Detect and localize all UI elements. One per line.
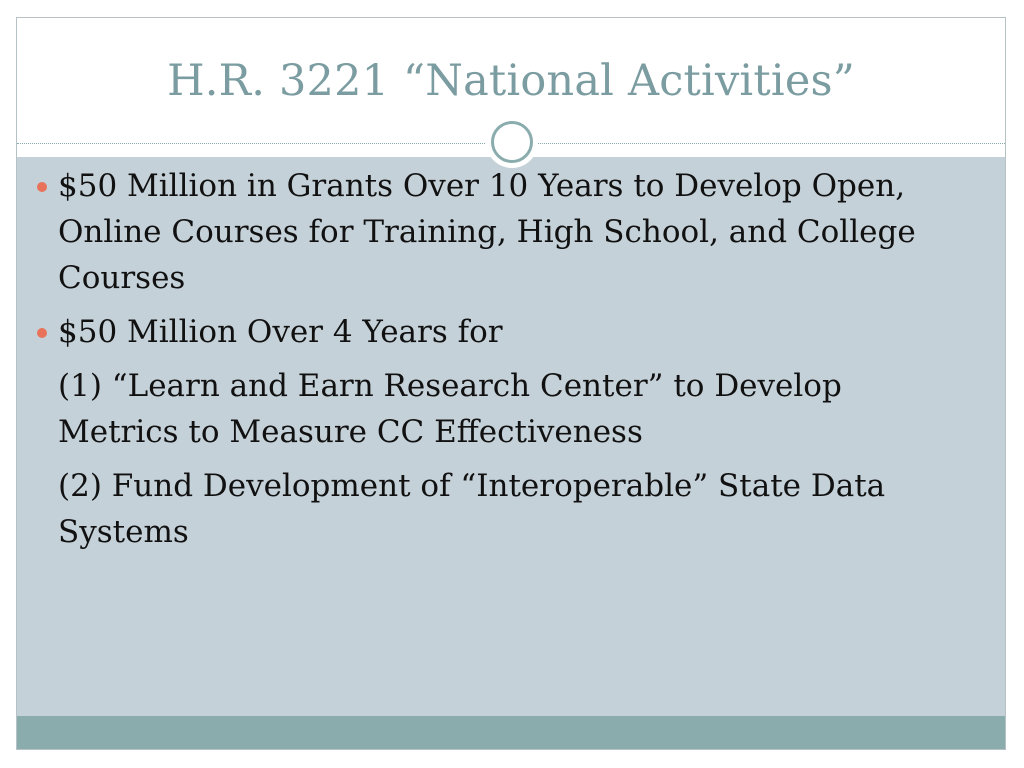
bullet-dot-icon: [37, 328, 47, 338]
bullet-item: [58, 309, 968, 355]
bullet-text: $50 Million in Grants Over 10 Years to Develop Open, Online Courses for Training, High School, and College Courses: [58, 168, 916, 296]
bullet-item: [58, 163, 968, 301]
ornament-ring: [491, 121, 533, 163]
footer-band: [17, 716, 1005, 750]
circle-ornament-icon: [486, 116, 538, 168]
sub-item: (2) Fund Development of “Interoperable” State Data Systems: [58, 468, 886, 550]
slide-content: [58, 163, 968, 563]
bullet-text: $50 Million Over 4 Years for: [58, 314, 503, 350]
sub-item: (1) “Learn and Earn Research Center” to Develop Metrics to Measure CC Effectiveness: [58, 368, 842, 450]
bullet-dot-icon: [37, 182, 47, 192]
slide-title: H.R. 3221 “National Activities”: [167, 56, 855, 106]
